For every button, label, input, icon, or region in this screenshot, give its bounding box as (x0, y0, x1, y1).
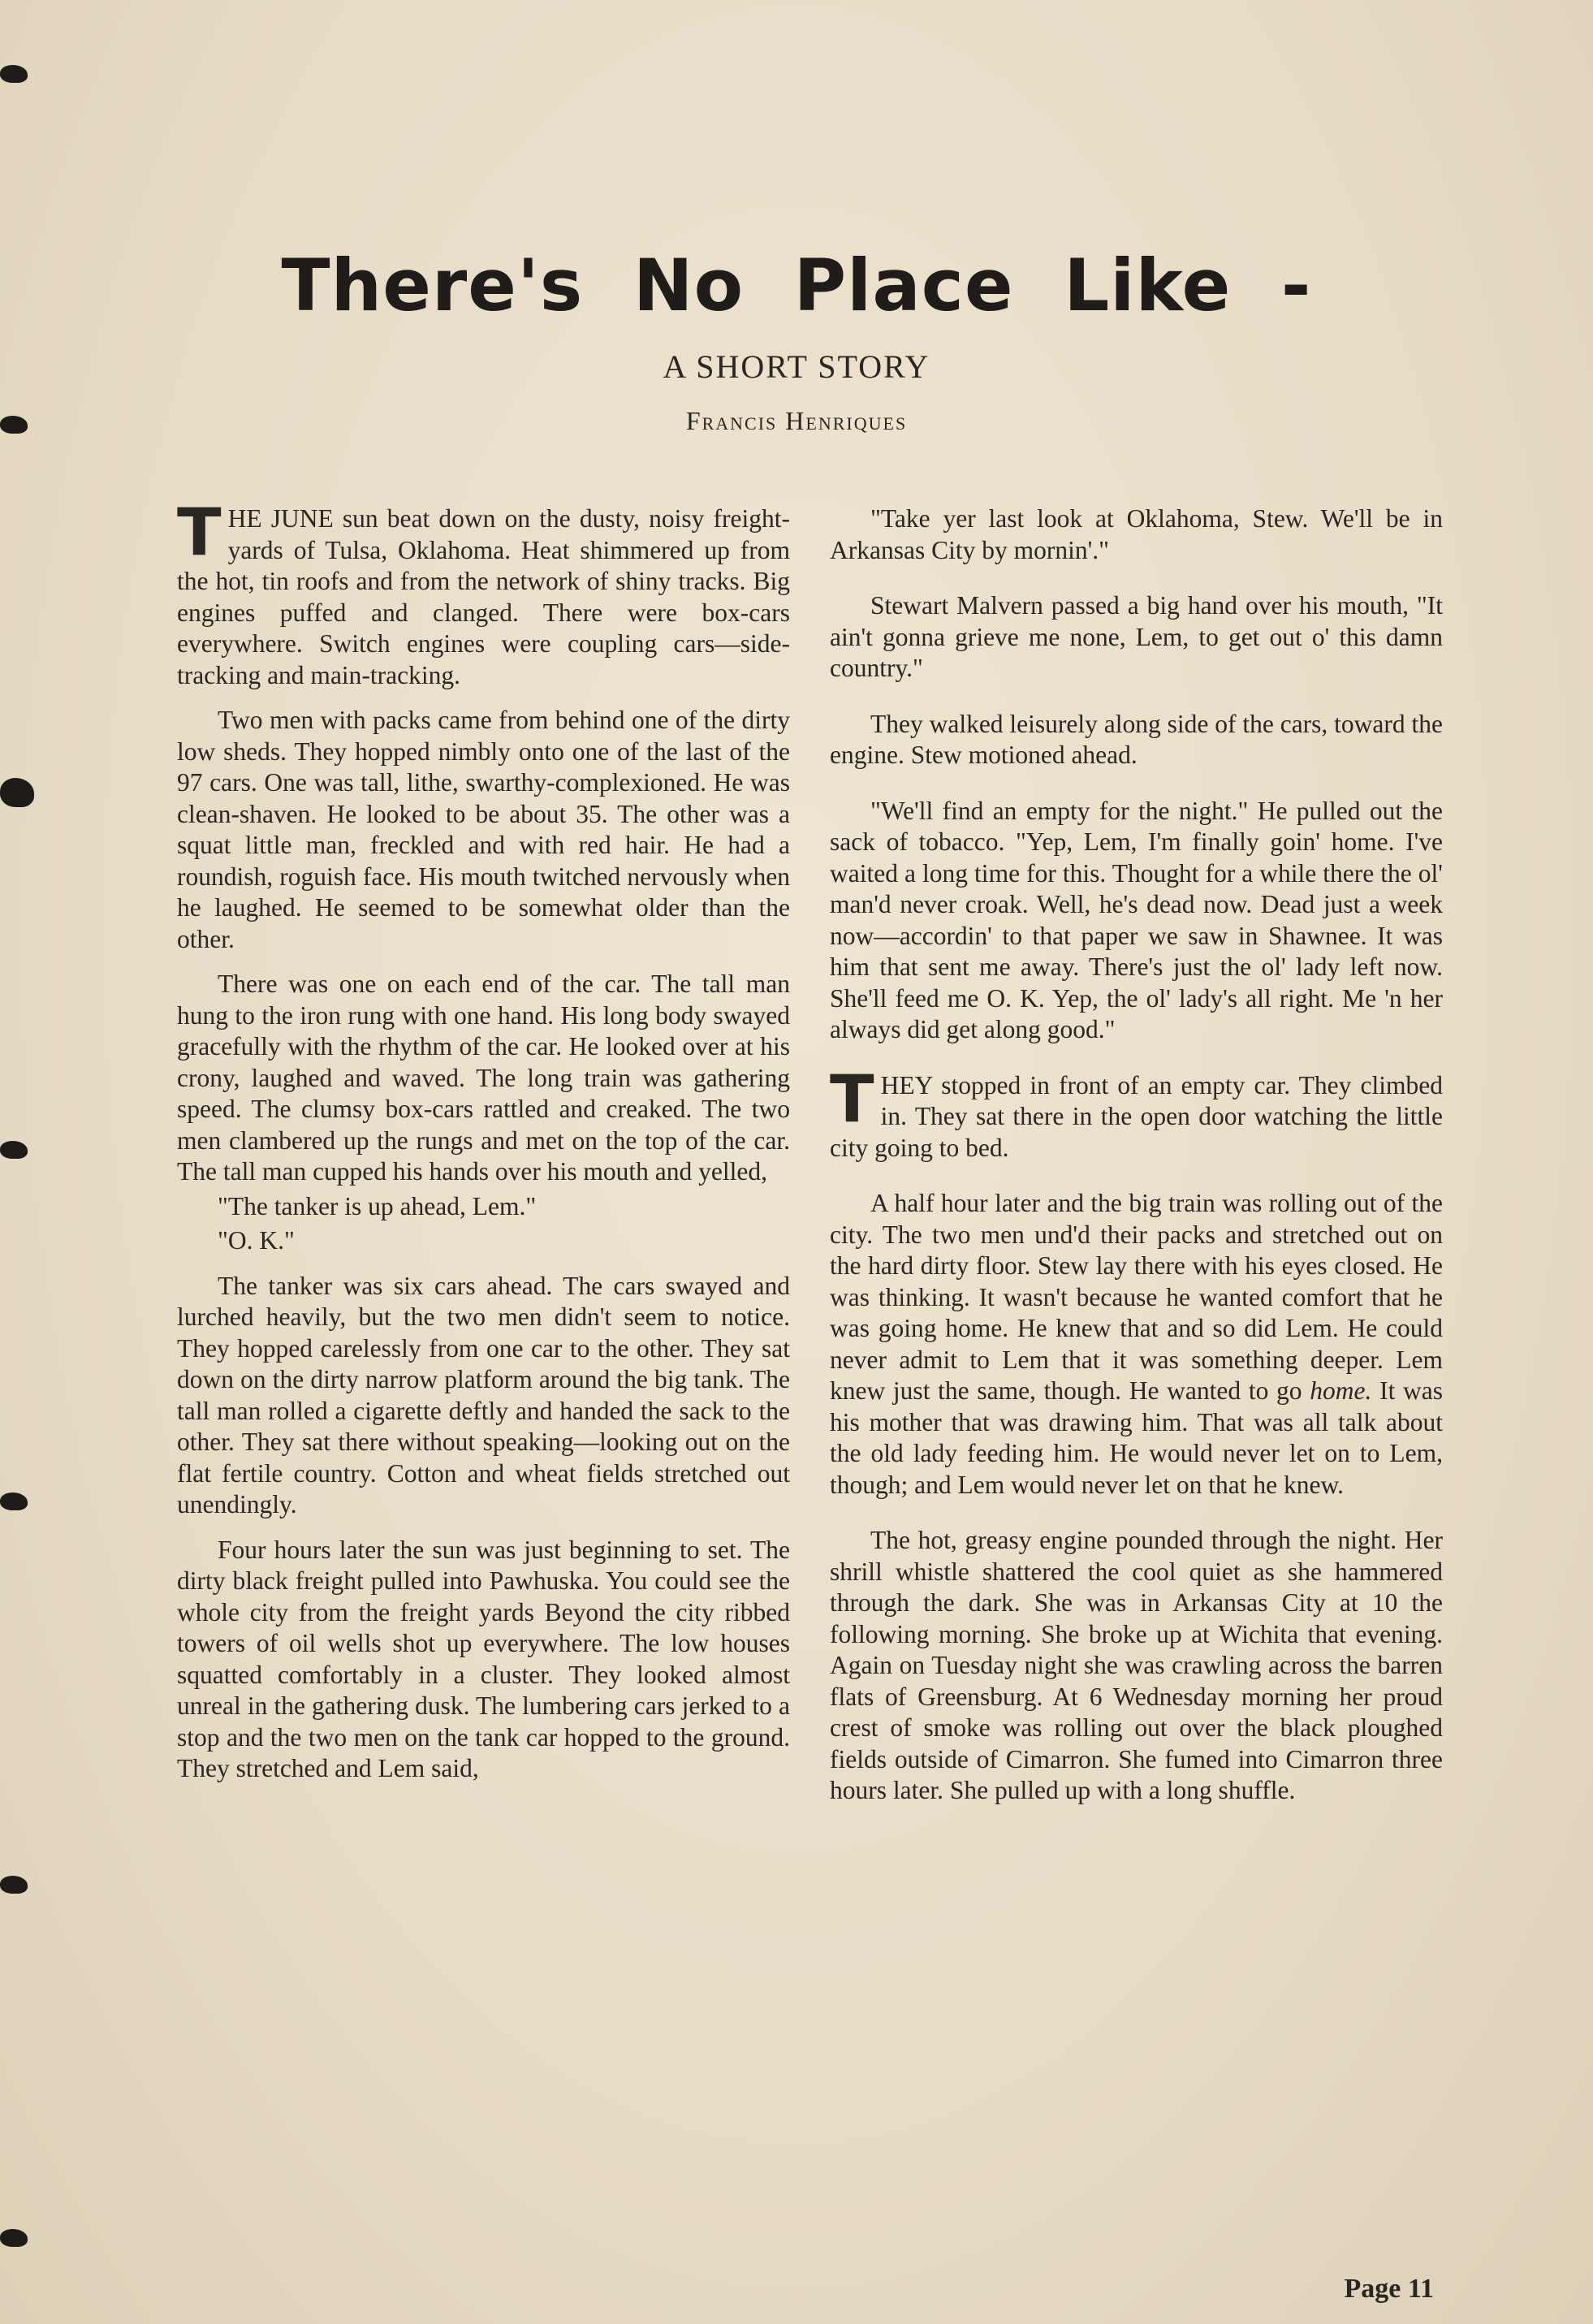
paragraph: There was one on each end of the car. The tall man hung to the iron rung with one hand. His long body swayed gracefully with the rhythm of the car. He looked over at his crony, laughed and waved. The long train was gathering speed. The clumsy box-cars rattled and creaked. The two men clambered up the rungs and met on the top of the car. The tall man cupped his hands over his mouth and yelled, (177, 970, 790, 1186)
paragraph: Two men with packs came from behind one of the dirty low sheds. They hopped nimbly onto one of the last of the 97 cars. One was tall, lithe, swarthy-complexioned. He was clean-shaven. He looked to be about 35. The other was a squat little man, freckled and with red hair. He had a roundish, roguish face. His mouth twitched nervously when he laughed. He seemed to be somewhat older than the other. (177, 706, 790, 953)
paragraph-text: HEY stopped in front of an empty car. They climbed in. They sat there in the open door watching the little city going to bed. (830, 1070, 1443, 1162)
paragraph: Stewart Malvern passed a big hand over his mouth, "It ain't gonna grieve me none, Lem, to get out o' this damn country." (830, 591, 1443, 682)
paragraph (830, 1188, 1443, 1501)
paragraph: "We'll find an empty for the night." He pulled out the sack of tobacco. "Yep, Lem, I'm finally goin' home. I've waited a long time for this. Thought for a while there the ol' man'd never croak. Well, he's dead now. Dead just a week now—accordin' to that paper we saw in Shawnee. It was him that sent me away. There's just the ol' lady left now. She'll feed me O. K. Yep, the ol' lady's all right. Me 'n her always did get along good." (830, 796, 1443, 1043)
article-subtitle: A SHORT STORY (663, 348, 930, 385)
article-byline: Francis Henriques (685, 406, 908, 435)
binding-hole-mark (0, 1876, 28, 1894)
dialog-line: "O. K." (218, 1226, 295, 1255)
binding-hole-mark (0, 1492, 28, 1510)
paragraph: "Take yer last look at Oklahoma, Stew. We'll be in Arkansas City by mornin'." (830, 504, 1443, 564)
paragraph-text: A half hour later and the big train was rolling out of the city. The two men und'd their packs and stretched out on the hard dirty floor. Stew lay there with his eyes closed. He was thinking. It wasn't because he wanted comfort that he was going home. He knew that and so did Lem. He could never admit to Lem that it was something deeper. Lem knew just the same, though. He wanted to go (830, 1189, 1443, 1405)
drop-cap: T (830, 1060, 874, 1137)
drop-cap: T (177, 495, 222, 570)
binding-hole-mark (0, 65, 28, 83)
left-column (177, 495, 790, 1799)
paragraph-text: HE JUNE sun beat down on the dusty, noisy freight-yards of Tulsa, Oklahoma. Heat shimmered up from the hot, tin roofs and from the network of shiny tracks. Big engines puffed and clanged. There were box-cars everywhere. Switch engines were coupling cars—side-tracking and main-tracking. (177, 504, 790, 689)
binding-hole-mark (0, 1141, 28, 1159)
right-column (830, 503, 1443, 1821)
emphasized-word: home. (1310, 1376, 1372, 1405)
paragraph-text: It was his mother that was drawing him. That was all talk about the old lady feeding him. He would never let on to Lem, though; and Lem would never let on that he knew. (830, 1376, 1444, 1499)
dialog-line: "The tanker is up ahead, Lem." (218, 1191, 537, 1220)
paragraph: The tanker was six cars ahead. The cars swayed and lurched heavily, but the two men didn't seem to notice. They hopped carelessly from one car to the other. They sat down on the dirty narrow platform around the big tank. The tall man rolled a cigarette deftly and handed the sack to the other. They sat there without speaking—looking out on the flat fertile country. Cotton and wheat fields stretched out unendingly. (177, 1271, 790, 1518)
article-title: There's No Place Like - (281, 244, 1312, 327)
binding-hole-mark (0, 778, 34, 807)
binding-hole-mark (0, 2229, 28, 2247)
paragraph: Four hours later the sun was just beginning to set. The dirty black freight pulled into Pawhuska. You could see the whole city from the freight yards Beyond the city ribbed towers of oil wells shot up everywhere. The low houses squatted comfortably in a cluster. They looked almost unreal in the gathering dusk. The lumbering cars jerked to a stop and the two men on the tank car hopped to the ground. They stretched and Lem said, (177, 1535, 790, 1782)
paragraph: They walked leisurely along side of the cars, toward the engine. Stew motioned ahead. (830, 709, 1444, 769)
paragraph (830, 1060, 1443, 1164)
paragraph: The hot, greasy engine pounded through the night. Her shrill whistle shattered the cool quiet as she hammered through the dark. She was in Arkansas City at 10 the following morning. She broke up at Wichita that evening. Again on Tuesday night she was crawling across the barren flats of Greensburg. At 6 Wednesday morning her proud crest of smoke was rolling out over the black ploughed fields outside of Cimarron. She fumed into Cimarron three hours later. She pulled up with a long shuffle. (830, 1526, 1443, 1804)
paragraph (177, 495, 790, 691)
page-number: Page 11 (1344, 2274, 1434, 2304)
